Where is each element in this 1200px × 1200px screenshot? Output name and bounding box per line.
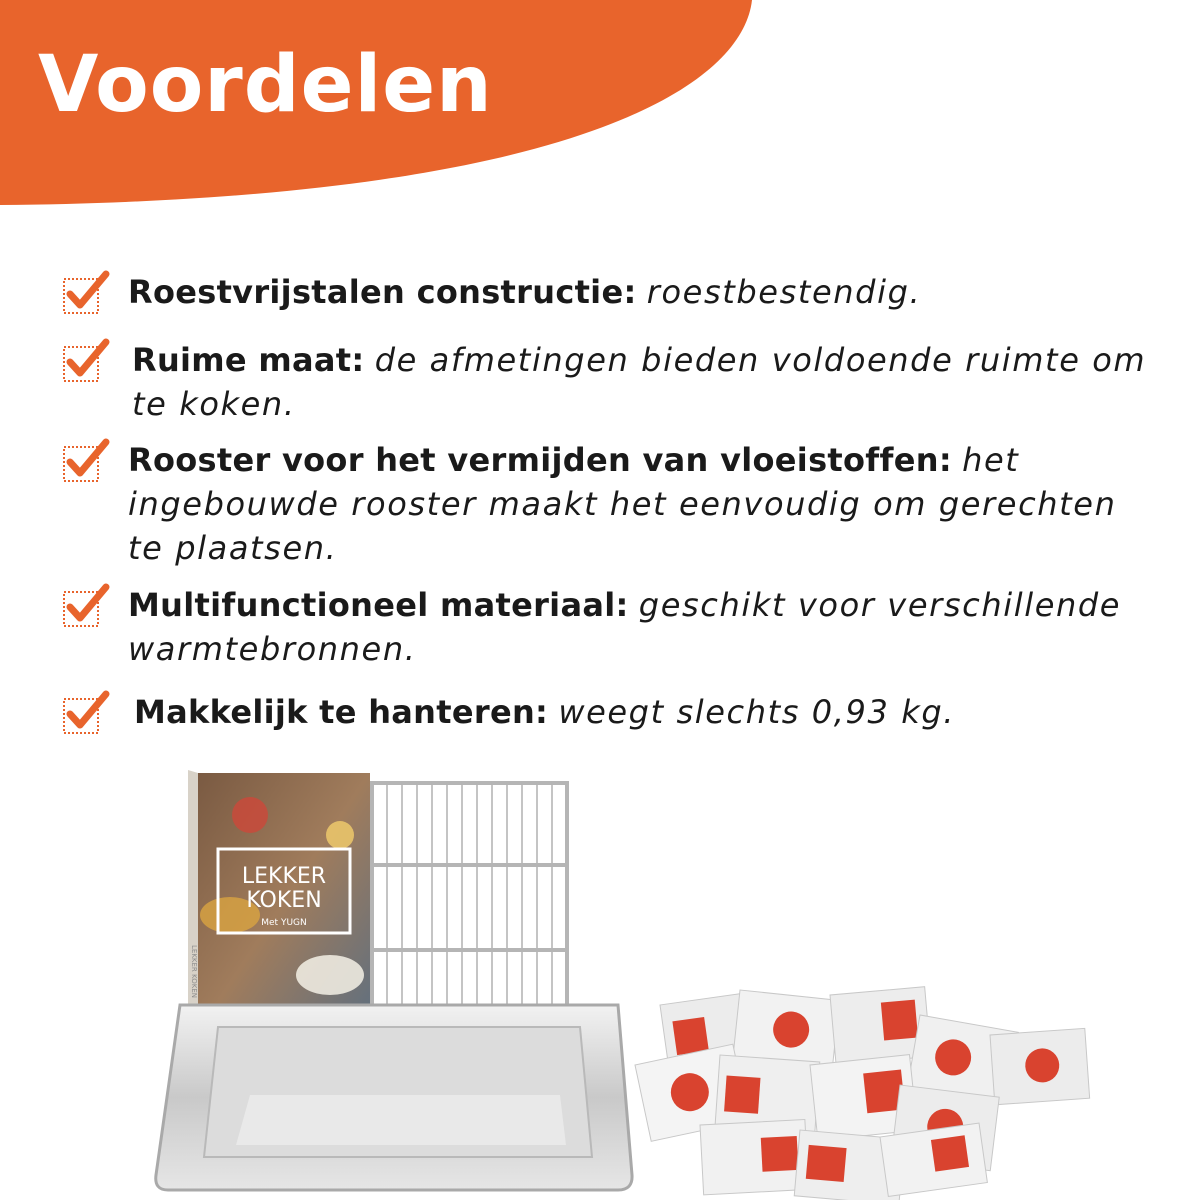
wire-rack bbox=[372, 783, 567, 1028]
benefit-text bbox=[128, 438, 1148, 570]
benefit-label: Makkelijk te hanteren: bbox=[134, 693, 549, 731]
benefit-label: Multifunctioneel materiaal: bbox=[128, 586, 629, 624]
benefit-label: Ruime maat: bbox=[132, 341, 365, 379]
checkbox-check-icon bbox=[62, 338, 110, 386]
header-banner bbox=[0, 0, 1200, 210]
recipe-book bbox=[188, 770, 370, 1033]
benefit-text bbox=[128, 583, 1148, 671]
checkbox-check-icon bbox=[62, 438, 110, 486]
benefit-label: Rooster voor het vermijden van vloeistoffen: bbox=[128, 441, 952, 479]
benefit-description: roestbestendig. bbox=[646, 273, 922, 311]
checkbox-check-icon bbox=[62, 583, 110, 631]
checkbox-check-icon bbox=[62, 690, 110, 738]
sachets-pile bbox=[635, 987, 1090, 1200]
book-subtitle: Met YUGN bbox=[261, 918, 307, 928]
product-image bbox=[140, 765, 1120, 1200]
checkbox-check-icon bbox=[62, 270, 110, 318]
benefit-text bbox=[134, 690, 1154, 734]
benefit-label: Roestvrijstalen constructie: bbox=[128, 273, 637, 311]
benefit-description: geschikt voor verschillende warmtebronnen. bbox=[128, 586, 1122, 668]
book-title-line2: KOKEN bbox=[246, 888, 322, 913]
book-spine-text: LEKKER KOKEN bbox=[190, 945, 198, 998]
benefit-text bbox=[128, 270, 1148, 314]
page-title: Voordelen bbox=[38, 40, 493, 130]
book-title-line1: LEKKER bbox=[241, 864, 327, 889]
benefit-description: de afmetingen bieden voldoende ruimte om te koken. bbox=[132, 341, 1147, 423]
benefit-description: weegt slechts 0,93 kg. bbox=[558, 693, 956, 731]
baking-pan bbox=[156, 1005, 632, 1190]
benefit-description: het ingebouwde rooster maakt het eenvoudig om gerechten te plaatsen. bbox=[128, 441, 1117, 567]
benefit-text bbox=[132, 338, 1152, 426]
